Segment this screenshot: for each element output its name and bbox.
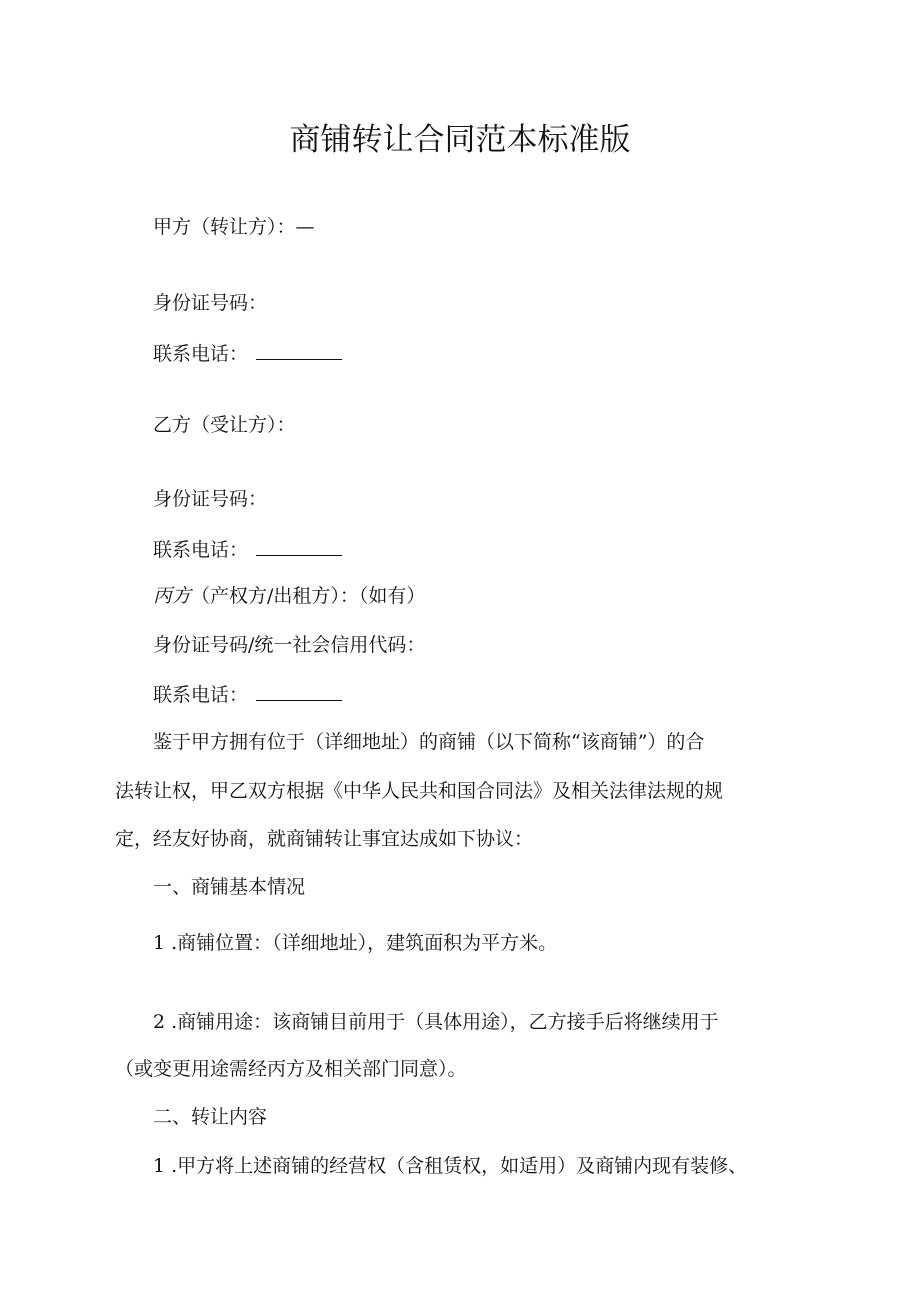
party-a-phone-blank [256, 343, 342, 360]
party-b-id-label: 身份证号码： [153, 488, 268, 510]
preamble-line-3: 定，经友好协商，就商铺转让事宜达成如下协议： [115, 828, 534, 850]
party-a-label: 甲方（转让方）：— [153, 216, 315, 238]
party-c-id-label: 身份证号码/统一社会信用代码： [153, 634, 426, 656]
party-b-phone-row [153, 539, 342, 560]
preamble-line-2: 法转让权，甲乙双方根据《中华人民共和国合同法》及相关法律法规的规 [115, 780, 724, 802]
preamble-line-1: 鉴于甲方拥有位于（详细地址）的商铺（以下简称“该商铺”）的合 [153, 731, 705, 753]
section-1-item-2-line-1: 2 .商铺用途：该商铺目前用于（具体用途），乙方接手后将继续用于 [153, 1011, 719, 1033]
party-a-phone-row [153, 343, 342, 364]
party-b-phone-blank [256, 539, 342, 556]
party-b-label: 乙方（受让方）： [153, 414, 296, 436]
party-c-phone-label: 联系电话： [153, 684, 249, 706]
section-2-heading: 二、转让内容 [153, 1106, 268, 1128]
party-c-phone-row [153, 684, 342, 705]
party-c-phone-blank [256, 684, 342, 701]
section-2-item-1-line-1: 1 .甲方将上述商铺的经营权（含租赁权，如适用）及商铺内现有装修、 [153, 1155, 748, 1177]
party-b-phone-label: 联系电话： [153, 539, 249, 561]
party-a-id-label: 身份证号码： [153, 292, 268, 314]
document-title: 商铺转让合同范本标准版 [289, 122, 631, 158]
party-a-phone-label: 联系电话： [153, 343, 249, 365]
party-c-label-rest: （产权方/出租方）：（如有） [191, 585, 426, 607]
party-c-label-row [153, 587, 425, 606]
party-c-label-italic: 丙方 [153, 585, 192, 607]
section-1-item-2-line-2: （或变更用途需经丙方及相关部门同意）。 [115, 1058, 467, 1080]
section-1-item-1: 1 .商铺位置：（详细地址），建筑面积为平方米。 [153, 932, 558, 954]
section-1-heading: 一、商铺基本情况 [153, 876, 306, 898]
